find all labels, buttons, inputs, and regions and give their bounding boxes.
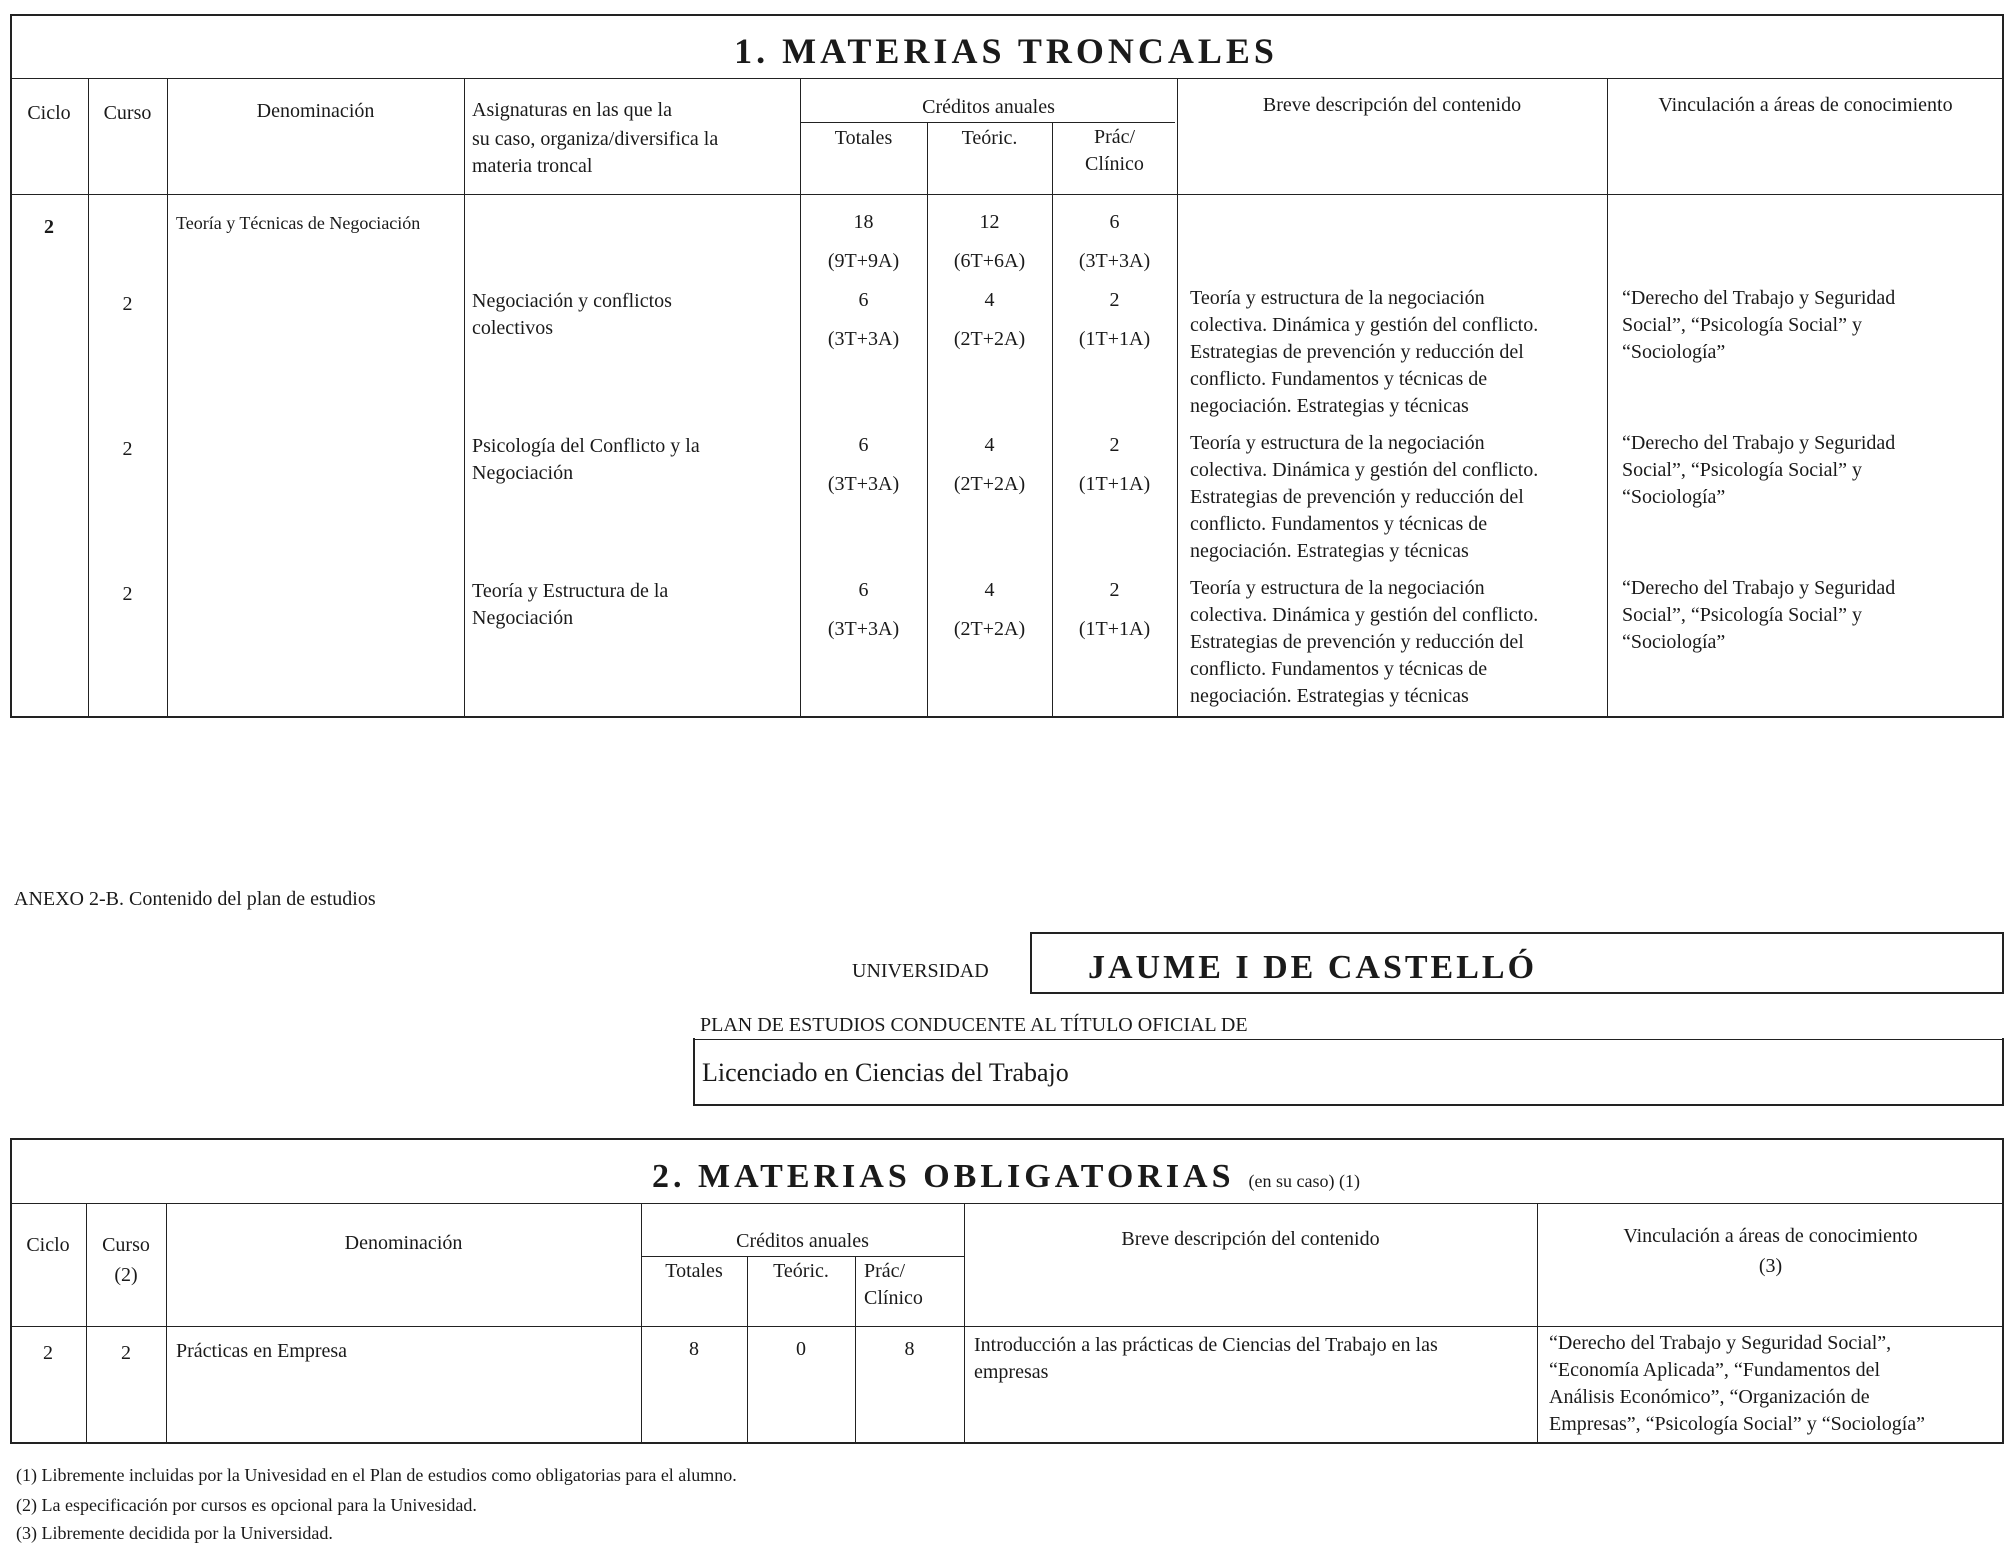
s2-header-curso: Curso <box>102 1234 150 1256</box>
row-totales: 6 <box>858 289 869 311</box>
s2-header-denominacion: Denominación <box>344 1232 463 1254</box>
row-vinculacion-line3: “Sociología” <box>1622 486 1726 508</box>
row-teoric-detail: (2T+2A) <box>953 473 1026 495</box>
section1-title: 1. MATERIAS TRONCALES <box>734 31 1278 71</box>
s2-prac: 8 <box>904 1338 915 1360</box>
row-totales-detail: (3T+3A) <box>827 473 900 495</box>
row-asignatura-line2: colectivos <box>472 317 554 339</box>
row-curso: 2 <box>122 293 133 315</box>
row-vinculacion-line3: “Sociología” <box>1622 631 1726 653</box>
s2-vinculacion-line4: Empresas”, “Psicología Social” y “Sociología” <box>1549 1413 1926 1435</box>
footnote-3: (3) Libremente decidida por la Universidad. <box>16 1523 333 1543</box>
row-descripcion-line2: colectiva. Dinámica y gestión del conflicto. <box>1190 459 1539 481</box>
row-curso: 2 <box>122 583 133 605</box>
s2-vinculacion-line3: Análisis Económico”, “Organización de <box>1549 1386 1870 1408</box>
row-totales: 6 <box>858 434 869 456</box>
row-asignatura-line2: Negociación <box>472 462 574 484</box>
row-prac: 2 <box>1109 579 1120 601</box>
row-asignatura-line2: Negociación <box>472 607 574 629</box>
s2-header-creditos: Créditos anuales <box>736 1230 869 1252</box>
row-descripcion-line5: negociación. Estrategias y técnicas <box>1190 395 1469 417</box>
s2-denominacion: Prácticas en Empresa <box>176 1340 348 1362</box>
row-descripcion-line2: colectiva. Dinámica y gestión del conflicto. <box>1190 314 1539 336</box>
row-teoric: 4 <box>984 434 995 456</box>
s2-header-prac-line2: Clínico <box>864 1287 923 1309</box>
row-vinculacion-line1: “Derecho del Trabajo y Seguridad <box>1622 287 1896 309</box>
row-descripcion-line3: Estrategias de prevención y reducción del <box>1190 631 1524 653</box>
row-teoric-detail: (2T+2A) <box>953 618 1026 640</box>
anexo-prefix: ANEXO 2-B <box>14 888 119 910</box>
row-prac: 2 <box>1109 289 1120 311</box>
row-descripcion-line4: conflicto. Fundamentos y técnicas de <box>1190 513 1488 535</box>
row-vinculacion-line1: “Derecho del Trabajo y Seguridad <box>1622 577 1896 599</box>
anexo-text: . Contenido del plan de estudios <box>119 888 376 910</box>
main-totales: 18 <box>853 211 874 233</box>
universidad-name: JAUME I DE CASTELLÓ <box>1088 949 1538 986</box>
header-descripcion: Breve descripción del contenido <box>1262 94 1522 116</box>
row-descripcion-line2: colectiva. Dinámica y gestión del conflicto. <box>1190 604 1539 626</box>
header-asignaturas-line3: materia troncal <box>472 155 593 177</box>
s2-totales: 8 <box>689 1338 699 1360</box>
header-creditos: Créditos anuales <box>922 96 1055 118</box>
row-prac-detail: (1T+1A) <box>1078 473 1151 495</box>
row-prac-detail: (1T+1A) <box>1078 328 1151 350</box>
row-descripcion-line5: negociación. Estrategias y técnicas <box>1190 685 1469 707</box>
titulo-text: Licenciado en Ciencias del Trabajo <box>702 1058 1069 1087</box>
row-asignatura-line1: Teoría y Estructura de la <box>472 580 669 602</box>
main-teoric-detail: (6T+6A) <box>953 250 1026 272</box>
s2-descripcion-line1: Introducción a las prácticas de Ciencias del Trabajo en las <box>974 1334 1438 1356</box>
row-asignatura-line1: Psicología del Conflicto y la <box>472 435 700 457</box>
row-descripcion-line5: negociación. Estrategias y técnicas <box>1190 540 1469 562</box>
s2-curso: 2 <box>121 1342 131 1364</box>
s2-header-prac-line1: Prác/ <box>864 1260 906 1282</box>
footnote-1: (1) Libremente incluidas por la Univesidad en el Plan de estudios como obligatorias para el alumno. <box>16 1465 737 1485</box>
header-teoric: Teóric. <box>961 127 1018 149</box>
s2-header-descripcion: Breve descripción del contenido <box>1121 1228 1380 1250</box>
row-vinculacion-line2: Social”, “Psicología Social” y <box>1622 459 1862 481</box>
footnote-2: (2) La especificación por cursos es opcional para la Univesidad. <box>16 1495 477 1515</box>
row-prac-detail: (1T+1A) <box>1078 618 1151 640</box>
s2-teoric: 0 <box>796 1338 806 1360</box>
header-asignaturas-line1: Asignaturas en las que la <box>472 99 672 121</box>
s2-header-vinculacion: Vinculación a áreas de conocimiento <box>1623 1225 1918 1247</box>
main-ciclo: 2 <box>44 216 54 238</box>
section2-title: 2. MATERIAS OBLIGATORIAS <box>652 1158 1235 1195</box>
s2-header-curso-note: (2) <box>114 1264 138 1286</box>
row-totales: 6 <box>858 579 869 601</box>
section2-title-note: (en su caso) (1) <box>1248 1171 1360 1191</box>
header-ciclo: Ciclo <box>27 102 71 124</box>
header-prac-line1: Prác/ <box>1093 126 1136 148</box>
row-descripcion-line1: Teoría y estructura de la negociación <box>1190 432 1485 454</box>
row-totales-detail: (3T+3A) <box>827 328 900 350</box>
main-teoric: 12 <box>979 211 1000 233</box>
s2-header-teoric: Teóric. <box>773 1260 829 1282</box>
section2-title-wrap <box>0 1158 2012 1196</box>
s2-header-totales: Totales <box>665 1260 723 1282</box>
s2-header-ciclo: Ciclo <box>26 1234 70 1256</box>
header-curso: Curso <box>103 102 152 124</box>
header-denominacion: Denominación <box>256 100 375 122</box>
row-vinculacion-line1: “Derecho del Trabajo y Seguridad <box>1622 432 1896 454</box>
row-curso: 2 <box>122 438 133 460</box>
row-totales-detail: (3T+3A) <box>827 618 900 640</box>
header-prac-line2: Clínico <box>1085 153 1144 175</box>
row-descripcion-line4: conflicto. Fundamentos y técnicas de <box>1190 368 1488 390</box>
row-teoric: 4 <box>984 579 995 601</box>
row-vinculacion-line2: Social”, “Psicología Social” y <box>1622 604 1862 626</box>
header-asignaturas-line2: su caso, organiza/diversifica la <box>472 128 719 150</box>
anexo-caption <box>14 886 376 912</box>
header-totales: Totales <box>834 127 893 149</box>
s2-ciclo: 2 <box>43 1342 53 1364</box>
s2-descripcion-line2: empresas <box>974 1361 1049 1383</box>
main-prac: 6 <box>1109 211 1120 233</box>
row-teoric-detail: (2T+2A) <box>953 328 1026 350</box>
s2-vinculacion-line1: “Derecho del Trabajo y Seguridad Social”, <box>1549 1332 1892 1354</box>
universidad-label: UNIVERSIDAD <box>852 960 989 982</box>
row-descripcion-line1: Teoría y estructura de la negociación <box>1190 577 1485 599</box>
row-vinculacion-line3: “Sociología” <box>1622 341 1726 363</box>
main-totales-detail: (9T+9A) <box>827 250 900 272</box>
row-descripcion-line1: Teoría y estructura de la negociación <box>1190 287 1485 309</box>
main-denominacion: Teoría y Técnicas de Negociación <box>176 213 421 233</box>
plan-label: PLAN DE ESTUDIOS CONDUCENTE AL TÍTULO OFICIAL DE <box>700 1014 1248 1036</box>
main-prac-detail: (3T+3A) <box>1078 250 1151 272</box>
s2-header-vinculacion-note: (3) <box>1758 1255 1783 1277</box>
row-asignatura-line1: Negociación y conflictos <box>472 290 672 312</box>
s2-vinculacion-line2: “Economía Aplicada”, “Fundamentos del <box>1549 1359 1881 1381</box>
row-vinculacion-line2: Social”, “Psicología Social” y <box>1622 314 1862 336</box>
row-descripcion-line3: Estrategias de prevención y reducción del <box>1190 341 1524 363</box>
row-descripcion-line3: Estrategias de prevención y reducción del <box>1190 486 1524 508</box>
header-vinculacion: Vinculación a áreas de conocimiento <box>1658 94 1953 116</box>
row-teoric: 4 <box>984 289 995 311</box>
row-prac: 2 <box>1109 434 1120 456</box>
row-descripcion-line4: conflicto. Fundamentos y técnicas de <box>1190 658 1488 680</box>
